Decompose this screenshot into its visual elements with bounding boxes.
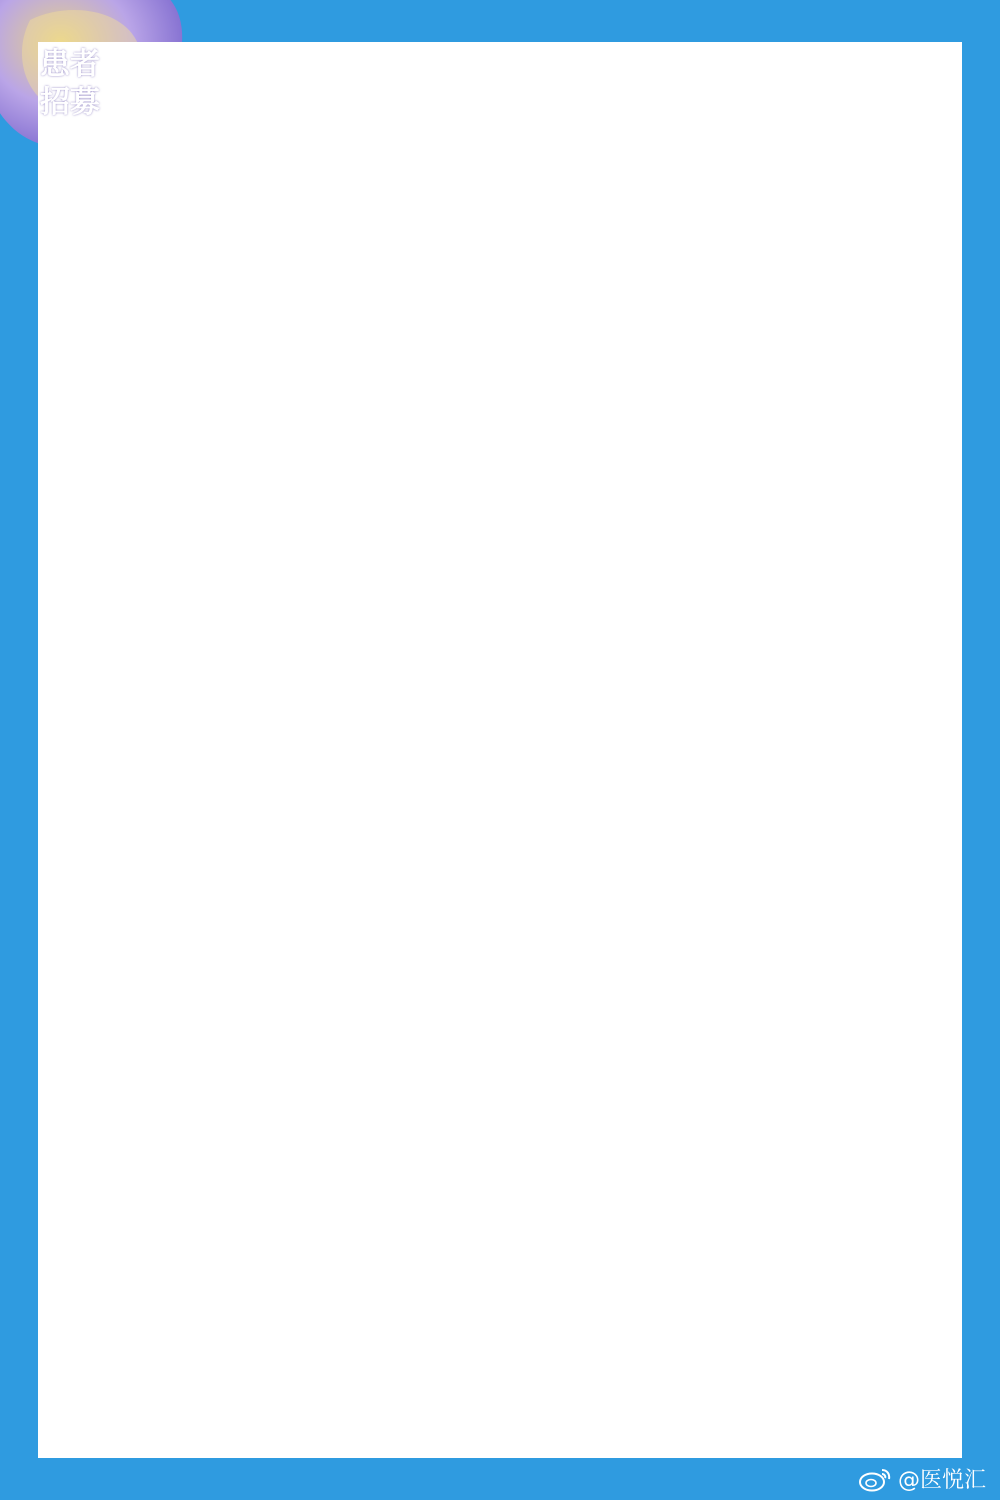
badge-line-2: 招募 (40, 85, 100, 120)
weibo-icon (858, 1466, 892, 1492)
badge-line-1: 患者 (40, 47, 100, 82)
recruit-badge (40, 46, 100, 122)
weibo-watermark (858, 1463, 986, 1494)
watermark-text: @医悦汇 (897, 1468, 986, 1493)
content-card (38, 42, 962, 1458)
